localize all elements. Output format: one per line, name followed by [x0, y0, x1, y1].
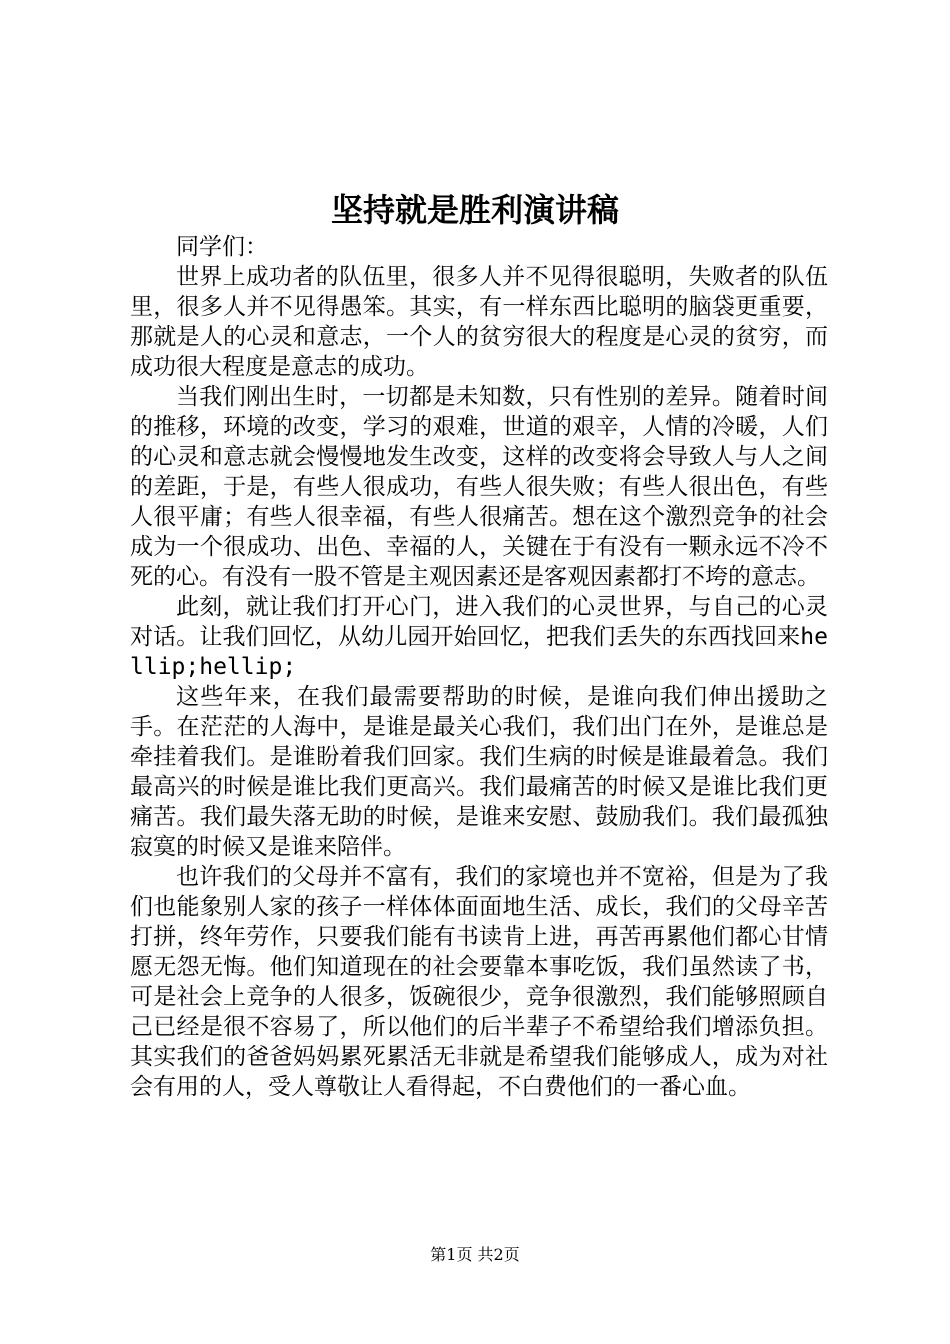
paragraph-3: 此刻，就让我们打开心门，进入我们的心灵世界，与自己的心灵对话。让我们回忆，从幼儿园开始回忆，把我们丢失的东西找回来hellip;hellip; — [130, 594, 828, 680]
page-footer: 第1页 共2页 — [430, 1245, 520, 1264]
paragraph-2: 当我们刚出生时，一切都是未知数，只有性别的差异。随着时间的推移，环境的改变，学习的艰难，世道的艰辛，人情的冷暖，人们的心灵和意志就会慢慢地发生改变，这样的改变将会导致人与人之间的差距，于是，有些人很成功，有些人很失败；有些人很出色，有些人很平庸；有些人很幸福，有些人很痛苦。想在这个激烈竞争的社会成为一个很成功、出色、幸福的人，关键在于有没有一颗永远不冷不死的心。有没有一股不管是主观因素还是客观因素都打不垮的意志。 — [130, 384, 828, 590]
document-body — [130, 232, 828, 1102]
paragraph-1: 世界上成功者的队伍里，很多人并不见得很聪明，失败者的队伍里，很多人并不见得愚笨。其实，有一样东西比聪明的脑袋更重要，那就是人的心灵和意志，一个人的贫穷很大的程度是心灵的贫穷，而成功很大程度是意志的成功。 — [130, 264, 828, 380]
paragraph-greeting: 同学们： — [176, 234, 268, 260]
paragraph-5: 也许我们的父母并不富有，我们的家境也并不宽裕，但是为了我们也能象别人家的孩子一样体体面面地生活、成长，我们的父母辛苦打拼，终年劳作，只要我们能有书读肯上进，再苦再累他们都心甘情愿无怨无悔。他们知道现在的社会要靠本事吃饭，我们虽然读了书，可是社会上竞争的人很多，饭碗很少，竞争很激烈，我们能够照顾自己已经是很不容易了，所以他们的后半辈子不希望给我们增添负担。其实我们的爸爸妈妈累死累活无非就是希望我们能够成人，成为对社会有用的人，受人尊敬让人看得起，不白费他们的一番心血。 — [130, 864, 828, 1100]
paragraph-4: 这些年来，在我们最需要帮助的时候，是谁向我们伸出援助之手。在茫茫的人海中，是谁是最关心我们，我们出门在外，是谁总是牵挂着我们。是谁盼着我们回家。我们生病的时候是谁最着急。我们最高兴的时候是谁比我们更高兴。我们最痛苦的时候又是谁比我们更痛苦。我们最失落无助的时候，是谁来安慰、鼓励我们。我们最孤独寂寞的时候又是谁来陪伴。 — [130, 684, 828, 860]
document-title: 坚持就是胜利演讲稿 — [330, 191, 619, 229]
